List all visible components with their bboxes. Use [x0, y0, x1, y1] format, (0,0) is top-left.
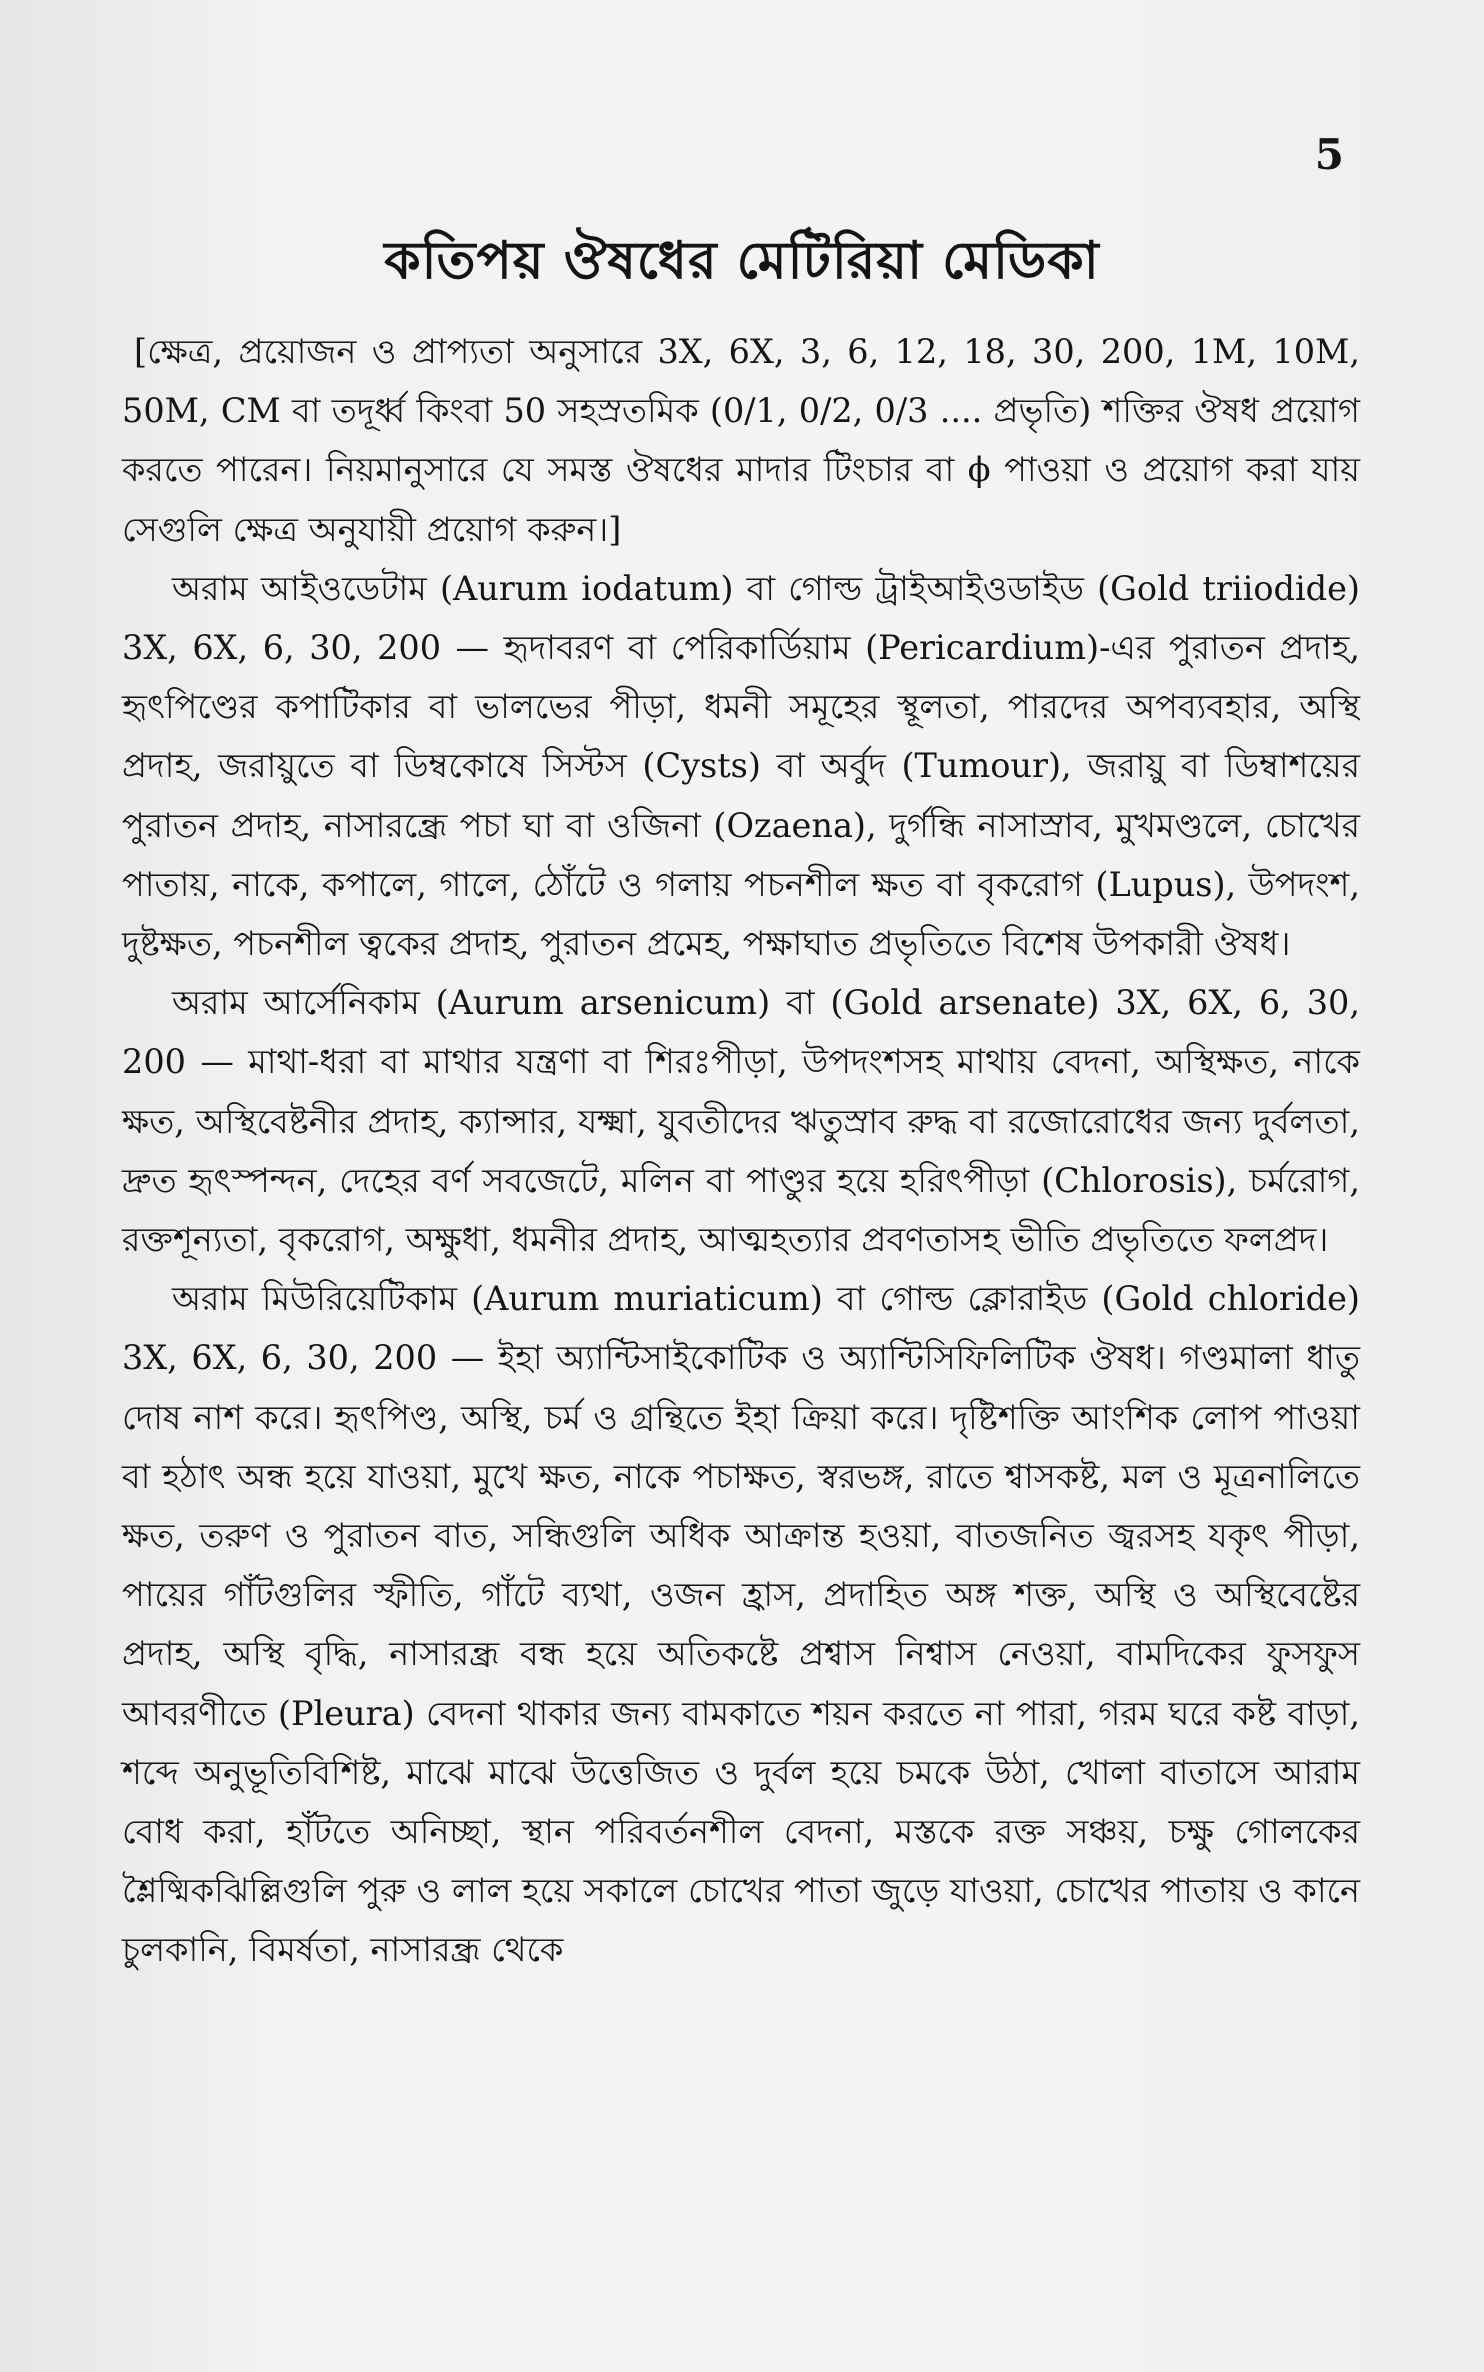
aurum-iodatum-paragraph: অরাম আইওডেটাম (Aurum iodatum) বা গোল্ড ট্রাইআইওডাইড (Gold triiodide) 3X, 6X, 6, 30, 200 — হৃদাবরণ বা পেরিকার্ডিয়াম (Pericardium)-এর পুরাতন প্রদাহ, হৃৎপিণ্ডের কপাটিকার বা ভালভের পীড়া, ধমনী সমূহের স্থূলতা, পারদের অপব্যবহার, অস্থি প্রদাহ, জরায়ুতে বা ডিম্বকোষে সিস্টস (Cysts) বা অর্বুদ (Tumour), জরায়ু বা ডিম্বাশয়ের পুরাতন প্রদাহ, নাসারন্ধ্রে পচা ঘা বা ওজিনা (Ozaena), দুর্গন্ধি নাসাস্রাব, মুখমণ্ডলে, চোখের পাতায়, নাকে, কপালে, গালে, ঠোঁটে ও গলায় পচনশীল ক্ষত বা বৃকরোগ (Lupus), উপদংশ, দুষ্টক্ষত, পচনশীল ত্বকের প্রদাহ, পুরাতন প্রমেহ, পক্ষাঘাত প্রভৃতিতে বিশেষ উপকারী ঔষধ।	[122, 568, 1360, 964]
aurum-arsenicum-paragraph: অরাম আর্সেনিকাম (Aurum arsenicum) বা (Gold arsenate) 3X, 6X, 6, 30, 200 — মাথা-ধরা বা মাথার যন্ত্রণা বা শিরঃপীড়া, উপদংশসহ মাথায় বেদনা, অস্থিক্ষত, নাকে ক্ষত, অস্থিবেষ্টনীর প্রদাহ, ক্যান্সার, যক্ষ্মা, যুবতীদের ঋতুস্রাব রুদ্ধ বা রজোরোধের জন্য দুর্বলতা, দ্রুত হৃৎস্পন্দন, দেহের বর্ণ সবজেটে, মলিন বা পাণ্ডুর হয়ে হরিৎপীড়া (Chlorosis), চর্মরোগ, রক্তশূন্যতা, বৃকরোগ, অক্ষুধা, ধমনীর প্রদাহ, আত্মহত্যার প্রবণতাসহ ভীতি প্রভৃতিতে ফলপ্রদ।	[122, 983, 1360, 1260]
page-number: 5	[1314, 130, 1344, 179]
body-text	[122, 322, 1360, 1980]
aurum-muriaticum-paragraph: অরাম মিউরিয়েটিকাম (Aurum muriaticum) বা গোল্ড ক্লোরাইড (Gold chloride) 3X, 6X, 6, 30, 200 — ইহা অ্যান্টিসাইকোটিক ও অ্যান্টিসিফিলিটিক ঔষধ। গণ্ডমালা ধাতু দোষ নাশ করে। হৃৎপিণ্ড, অস্থি, চর্ম ও গ্রন্থিতে ইহা ক্রিয়া করে। দৃষ্টিশক্তি আংশিক লোপ পাওয়া বা হঠাৎ অন্ধ হয়ে যাওয়া, মুখে ক্ষত, নাকে পচাক্ষত, স্বরভঙ্গ, রাতে শ্বাসকষ্ট, মল ও মূত্রনালিতে ক্ষত, তরুণ ও পুরাতন বাত, সন্ধিগুলি অধিক আক্রান্ত হওয়া, বাতজনিত জ্বরসহ যকৃৎ পীড়া, পায়ের গাঁটগুলির স্ফীতি, গাঁটে ব্যথা, ওজন হ্রাস, প্রদাহিত অঙ্গ শক্ত, অস্থি ও অস্থিবেষ্টের প্রদাহ, অস্থি বৃদ্ধি, নাসারন্ধ্র বন্ধ হয়ে অতিকষ্টে প্রশ্বাস নিশ্বাস নেওয়া, বামদিকের ফুসফুস আবরণীতে (Pleura) বেদনা থাকার জন্য বামকাতে শয়ন করতে না পারা, গরম ঘরে কষ্ট বাড়া, শব্দে অনুভূতিবিশিষ্ট, মাঝে মাঝে উত্তেজিত ও দুর্বল হয়ে চমকে উঠা, খোলা বাতাসে আরাম বোধ করা, হাঁটতে অনিচ্ছা, স্থান পরিবর্তনশীল বেদনা, মস্তকে রক্ত সঞ্চয়, চক্ষু গোলকের শ্লৈষ্মিকঝিল্লিগুলি পুরু ও লাল হয়ে সকালে চোখের পাতা জুড়ে যাওয়া, চোখের পাতায় ও কানে চুলকানি, বিমর্ষতা, নাসারন্ধ্র থেকে	[122, 1279, 1360, 1970]
intro-paragraph: [ক্ষেত্র, প্রয়োজন ও প্রাপ্যতা অনুসারে 3X, 6X, 3, 6, 12, 18, 30, 200, 1M, 10M, 50M, CM বা তদূর্ধ্ব কিংবা 50 সহস্রতমিক (0/1, 0/2, 0/3 .... প্রভৃতি) শক্তির ঔষধ প্রয়োগ করতে পারেন। নিয়মানুসারে যে সমস্ত ঔষধের মাদার টিংচার বা ϕ পাওয়া ও প্রয়োগ করা যায় সেগুলি ক্ষেত্র অনুযায়ী প্রয়োগ করুন।]	[122, 332, 1360, 549]
page-heading: কতিপয় ঔষধের মেটিরিয়া মেডিকা	[384, 231, 1100, 291]
